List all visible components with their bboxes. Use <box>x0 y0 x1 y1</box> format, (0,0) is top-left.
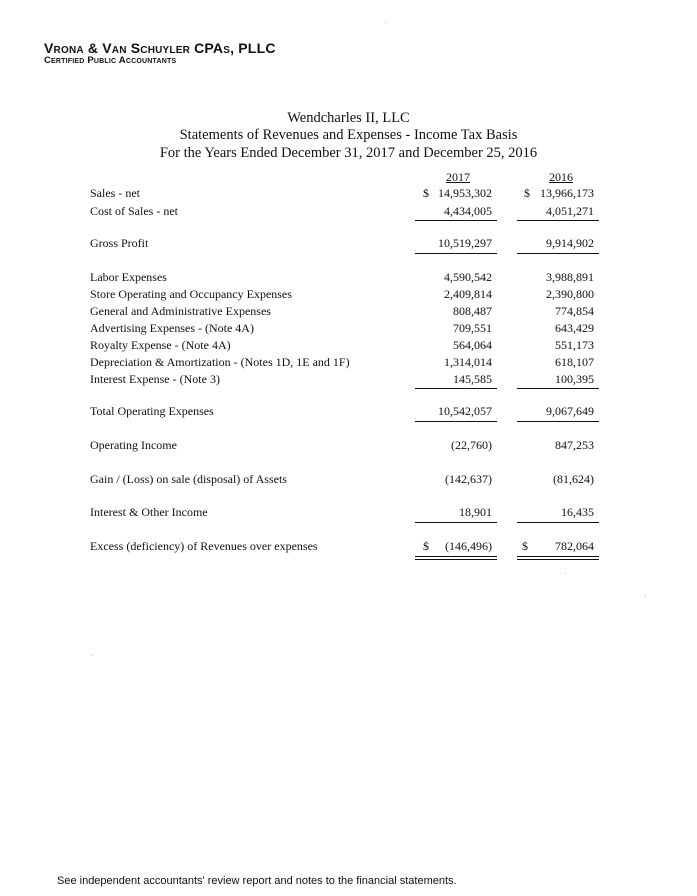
royalty-2016: 551,173 <box>555 338 594 352</box>
row-label-operating-income: Operating Income <box>90 438 177 452</box>
labor-2017: 4,590,542 <box>444 270 492 284</box>
gross-profit-2017: 10,519,297 <box>438 236 492 250</box>
subtotal-rule <box>415 220 497 221</box>
advertising-2016: 643,429 <box>555 321 594 335</box>
entity-name: Wendcharles II, LLC <box>287 110 410 126</box>
scan-speck <box>91 655 92 656</box>
row-label-depreciation: Depreciation & Amortization - (Notes 1D, 1E and 1F) <box>90 355 350 369</box>
row-label-advertising: Advertising Expenses - (Note 4A) <box>90 321 254 335</box>
depreciation-2017: 1,314,014 <box>444 355 492 369</box>
total-double-rule <box>415 559 497 560</box>
excess-2017: (146,496) <box>445 539 492 553</box>
interest-expense-2017: 145,585 <box>453 372 492 386</box>
general-admin-2016: 774,854 <box>555 304 594 318</box>
statement-title: Statements of Revenues and Expenses - Income Tax Basis <box>179 127 518 143</box>
total-operating-2017: 10,542,057 <box>438 404 492 418</box>
subtotal-rule <box>415 253 497 254</box>
row-label-excess: Excess (deficiency) of Revenues over expenses <box>90 539 318 553</box>
row-label-total-operating: Total Operating Expenses <box>90 404 214 418</box>
sales-2016: 13,966,173 <box>540 186 594 200</box>
row-label-interest-other: Interest & Other Income <box>90 505 208 519</box>
row-label-gain-loss: Gain / (Loss) on sale (disposal) of Assets <box>90 472 287 486</box>
depreciation-2016: 618,107 <box>555 355 594 369</box>
currency-symbol: $ <box>423 539 429 553</box>
subtotal-rule <box>415 522 497 523</box>
subtotal-rule <box>517 522 599 523</box>
labor-2016: 3,988,891 <box>546 270 594 284</box>
interest-other-2016: 16,435 <box>561 505 594 519</box>
royalty-2017: 564,064 <box>453 338 492 352</box>
store-operating-2016: 2,390,800 <box>546 287 594 301</box>
interest-expense-2016: 100,395 <box>555 372 594 386</box>
interest-other-2017: 18,901 <box>459 505 492 519</box>
gain-loss-2016: (81,624) <box>553 472 594 486</box>
gross-profit-2016: 9,914,902 <box>546 236 594 250</box>
subtotal-rule <box>517 421 599 422</box>
operating-income-2016: 847,253 <box>555 438 594 452</box>
column-header-2017: 2017 <box>446 170 470 184</box>
store-operating-2017: 2,409,814 <box>444 287 492 301</box>
total-double-rule <box>415 556 497 557</box>
scan-speck <box>385 22 386 23</box>
gain-loss-2017: (142,637) <box>445 472 492 486</box>
row-label-royalty: Royalty Expense - (Note 4A) <box>90 338 231 352</box>
subtotal-rule <box>517 220 599 221</box>
subtotal-rule <box>517 253 599 254</box>
sales-2017: 14,953,302 <box>438 186 492 200</box>
cost-of-sales-2017: 4,434,005 <box>444 204 492 218</box>
advertising-2017: 709,551 <box>453 321 492 335</box>
footer-note: See independent accountants' review report and notes to the financial statements. <box>57 875 457 887</box>
cost-of-sales-2016: 4,051,271 <box>546 204 594 218</box>
currency-symbol: $ <box>423 186 429 200</box>
row-label-store-operating: Store Operating and Occupancy Expenses <box>90 287 292 301</box>
total-operating-2016: 9,067,649 <box>546 404 594 418</box>
row-label-interest-expense: Interest Expense - (Note 3) <box>90 372 220 386</box>
firm-subtitle: Certified Public Accountants <box>44 55 177 66</box>
excess-2016: 782,064 <box>555 539 594 553</box>
column-header-2016: 2016 <box>549 170 573 184</box>
row-label-general-admin: General and Administrative Expenses <box>90 304 271 318</box>
operating-income-2017: (22,760) <box>451 438 492 452</box>
total-double-rule <box>517 559 599 560</box>
subtotal-rule <box>415 388 497 389</box>
statement-period: For the Years Ended December 31, 2017 and December 25, 2016 <box>159 145 538 161</box>
row-label-cost-of-sales: Cost of Sales - net <box>90 204 178 218</box>
general-admin-2017: 808,487 <box>453 304 492 318</box>
subtotal-rule <box>415 421 497 422</box>
currency-symbol: $ <box>524 186 530 200</box>
scan-speck <box>565 573 566 574</box>
row-label-gross-profit: Gross Profit <box>90 236 149 250</box>
scan-speck <box>645 595 646 596</box>
currency-symbol: $ <box>522 539 528 553</box>
row-label-labor: Labor Expenses <box>90 270 167 284</box>
total-double-rule <box>517 556 599 557</box>
row-label-sales: Sales - net <box>90 186 140 200</box>
subtotal-rule <box>517 388 599 389</box>
firm-name: Vrona & Van Schuyler CPAs, PLLC <box>44 40 276 56</box>
